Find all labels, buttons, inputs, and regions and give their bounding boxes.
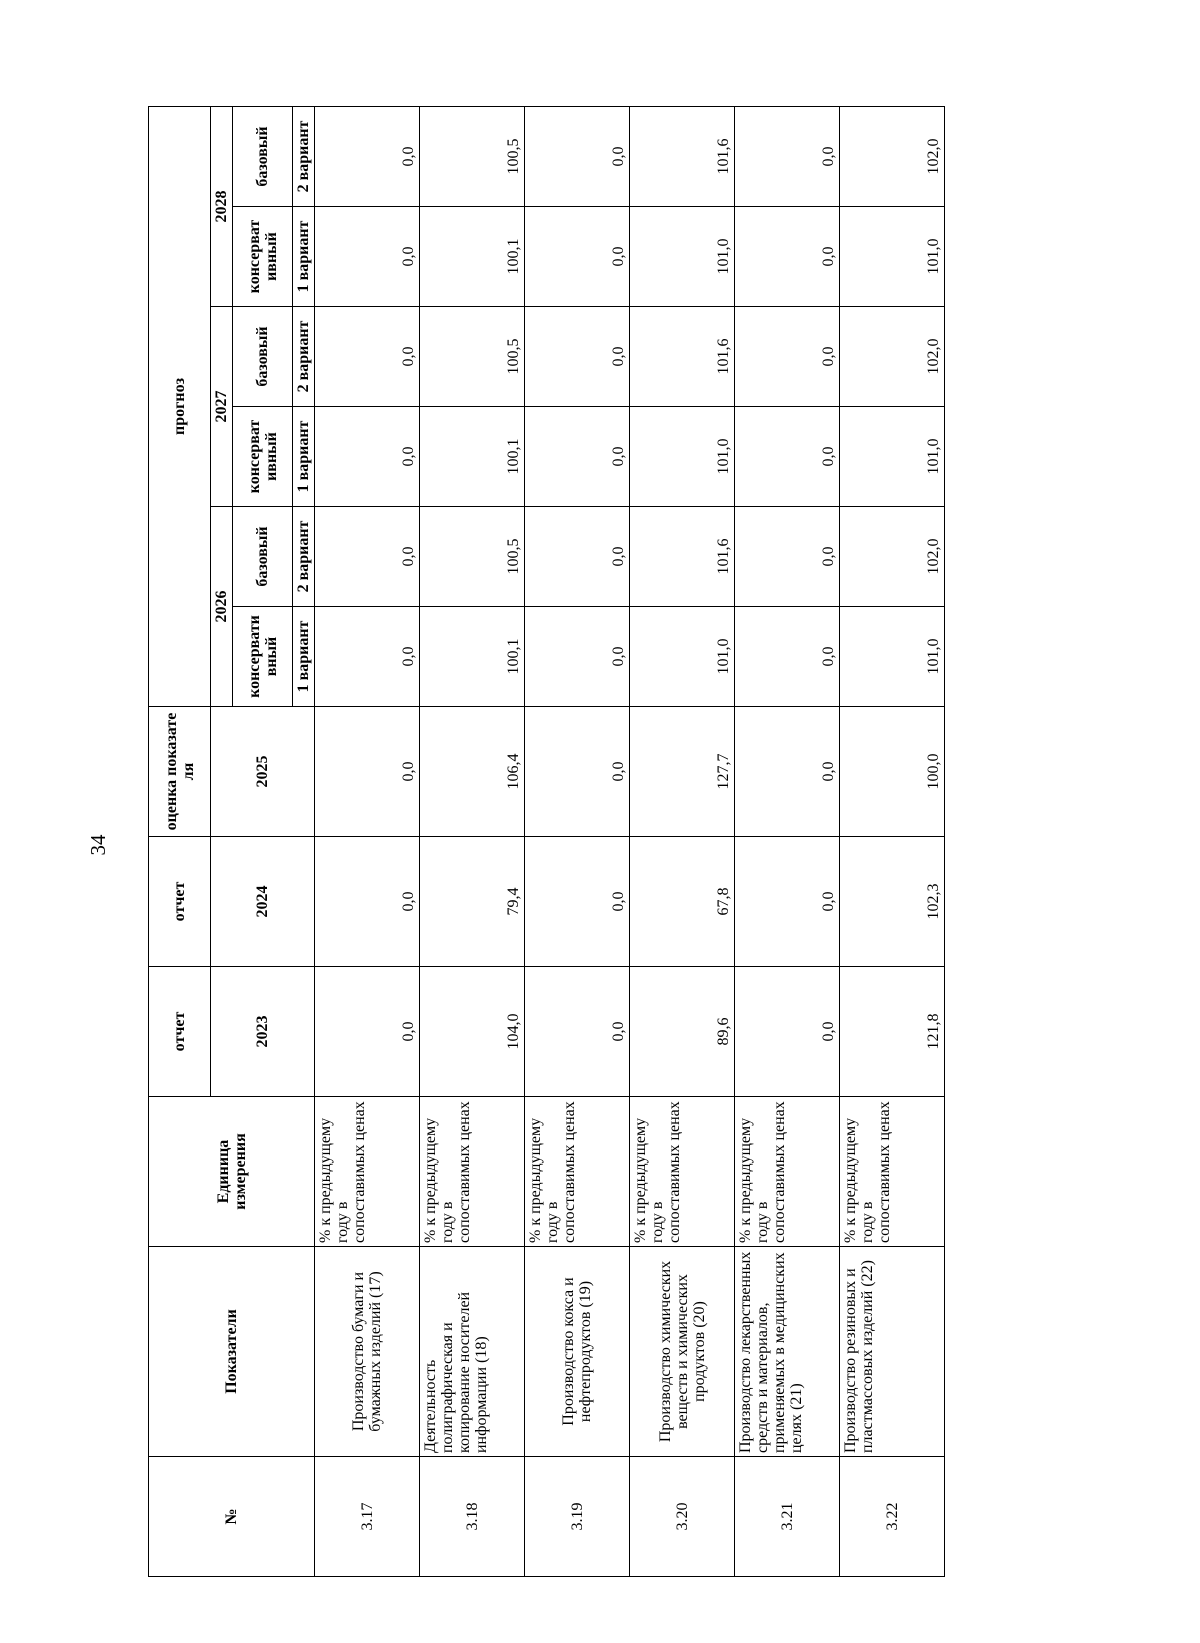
- value-2028-v2: 101,6: [630, 107, 735, 207]
- header-report-2024: отчет: [149, 837, 211, 967]
- header-indicator: Показатели: [149, 1247, 315, 1457]
- value-2026-v2: 100,5: [420, 507, 525, 607]
- row-number: 3.17: [315, 1457, 420, 1577]
- value-2026-v2: 101,6: [630, 507, 735, 607]
- row-unit: % к предыдущему году в сопоставимых ценах: [315, 1097, 420, 1247]
- value-2027-v2: 0,0: [315, 307, 420, 407]
- value-2024: 79,4: [420, 837, 525, 967]
- value-2023: 104,0: [420, 967, 525, 1097]
- header-2026-base: базовый: [233, 507, 293, 607]
- header-year-2026: 2026: [211, 507, 233, 707]
- value-2027-v1: 100,1: [420, 407, 525, 507]
- header-2028-variant-1: 1 вариант: [293, 207, 315, 307]
- row-indicator: Производство резиновых и пластмассовых изделий (22): [840, 1247, 945, 1457]
- value-2023: 0,0: [315, 967, 420, 1097]
- value-2028-v1: 100,1: [420, 207, 525, 307]
- value-2027-v2: 102,0: [840, 307, 945, 407]
- value-2024: 67,8: [630, 837, 735, 967]
- row-number: 3.18: [420, 1457, 525, 1577]
- row-number: 3.19: [525, 1457, 630, 1577]
- row-unit: % к предыдущему году в сопоставимых ценах: [735, 1097, 840, 1247]
- value-2028-v2: 100,5: [420, 107, 525, 207]
- row-unit: % к предыдущему году в сопоставимых ценах: [420, 1097, 525, 1247]
- value-2023: 121,8: [840, 967, 945, 1097]
- header-2027-variant-1: 1 вариант: [293, 407, 315, 507]
- row-unit: % к предыдущему году в сопоставимых ценах: [840, 1097, 945, 1247]
- value-2028-v1: 101,0: [840, 207, 945, 307]
- value-2028-v1: 0,0: [525, 207, 630, 307]
- value-2024: 0,0: [735, 837, 840, 967]
- value-2027-v1: 0,0: [315, 407, 420, 507]
- header-2026-conservative: консервати вный: [233, 607, 293, 707]
- value-2025: 0,0: [315, 707, 420, 837]
- value-2027-v2: 0,0: [735, 307, 840, 407]
- value-2024: 102,3: [840, 837, 945, 967]
- value-2028-v2: 102,0: [840, 107, 945, 207]
- header-2026-variant-2: 2 вариант: [293, 507, 315, 607]
- table-row: [735, 107, 840, 1577]
- value-2023: 0,0: [735, 967, 840, 1097]
- header-year-2024: 2024: [211, 837, 315, 967]
- value-2025: 106,4: [420, 707, 525, 837]
- value-2027-v2: 0,0: [525, 307, 630, 407]
- value-2026-v1: 0,0: [735, 607, 840, 707]
- value-2026-v2: 102,0: [840, 507, 945, 607]
- value-2025: 127,7: [630, 707, 735, 837]
- header-year-2025: 2025: [211, 707, 315, 837]
- table-row: [630, 107, 735, 1577]
- header-2027-conservative: консерват ивный: [233, 407, 293, 507]
- header-2028-variant-2: 2 вариант: [293, 107, 315, 207]
- value-2023: 89,6: [630, 967, 735, 1097]
- value-2027-v1: 101,0: [630, 407, 735, 507]
- header-2026-variant-1: 1 вариант: [293, 607, 315, 707]
- value-2026-v1: 0,0: [525, 607, 630, 707]
- row-indicator: Деятельность полиграфическая и копирование носителей информации (18): [420, 1247, 525, 1457]
- value-2026-v1: 101,0: [840, 607, 945, 707]
- row-number: 3.22: [840, 1457, 945, 1577]
- value-2027-v1: 0,0: [735, 407, 840, 507]
- value-2024: 0,0: [315, 837, 420, 967]
- value-2027-v2: 101,6: [630, 307, 735, 407]
- table-row: [840, 107, 945, 1577]
- value-2026-v2: 0,0: [315, 507, 420, 607]
- row-indicator: Производство бумаги и бумажных изделий (17): [315, 1247, 420, 1457]
- header-unit: Единица измерения: [149, 1097, 315, 1247]
- value-2027-v1: 0,0: [525, 407, 630, 507]
- value-2024: 0,0: [525, 837, 630, 967]
- value-2027-v1: 101,0: [840, 407, 945, 507]
- row-unit: % к предыдущему году в сопоставимых ценах: [525, 1097, 630, 1247]
- value-2028-v1: 0,0: [315, 207, 420, 307]
- value-2028-v1: 0,0: [735, 207, 840, 307]
- value-2025: 0,0: [525, 707, 630, 837]
- header-2028-base: базовый: [233, 107, 293, 207]
- table-row: [420, 107, 525, 1577]
- header-forecast: прогноз: [149, 107, 211, 707]
- value-2028-v2: 0,0: [525, 107, 630, 207]
- value-2023: 0,0: [525, 967, 630, 1097]
- row-number: 3.21: [735, 1457, 840, 1577]
- forecast-table: [148, 106, 945, 1577]
- header-report-2023: отчет: [149, 967, 211, 1097]
- row-indicator: Производство лекарственных средств и материалов, применяемых в медицинских целях (21): [735, 1247, 840, 1457]
- header-2027-variant-2: 2 вариант: [293, 307, 315, 407]
- value-2026-v1: 0,0: [315, 607, 420, 707]
- header-2028-conservative: консерват ивный: [233, 207, 293, 307]
- row-indicator: Производство кокса и нефтепродуктов (19): [525, 1247, 630, 1457]
- header-year-2027: 2027: [211, 307, 233, 507]
- table-row: [525, 107, 630, 1577]
- header-year-2028: 2028: [211, 107, 233, 307]
- value-2025: 100,0: [840, 707, 945, 837]
- value-2028-v2: 0,0: [315, 107, 420, 207]
- value-2026-v2: 0,0: [735, 507, 840, 607]
- header-estimate: оценка показате ля: [149, 707, 211, 837]
- row-number: 3.20: [630, 1457, 735, 1577]
- value-2028-v1: 101,0: [630, 207, 735, 307]
- page-number: 34: [86, 834, 110, 856]
- value-2026-v1: 100,1: [420, 607, 525, 707]
- table-row: [315, 107, 420, 1577]
- value-2025: 0,0: [735, 707, 840, 837]
- header-year-2023: 2023: [211, 967, 315, 1097]
- row-unit: % к предыдущему году в сопоставимых ценах: [630, 1097, 735, 1247]
- rotated-page: [148, 107, 1200, 1577]
- header-no: №: [149, 1457, 315, 1577]
- row-indicator: Производство химических веществ и химических продуктов (20): [630, 1247, 735, 1457]
- value-2028-v2: 0,0: [735, 107, 840, 207]
- value-2026-v1: 101,0: [630, 607, 735, 707]
- value-2027-v2: 100,5: [420, 307, 525, 407]
- value-2026-v2: 0,0: [525, 507, 630, 607]
- header-2027-base: базовый: [233, 307, 293, 407]
